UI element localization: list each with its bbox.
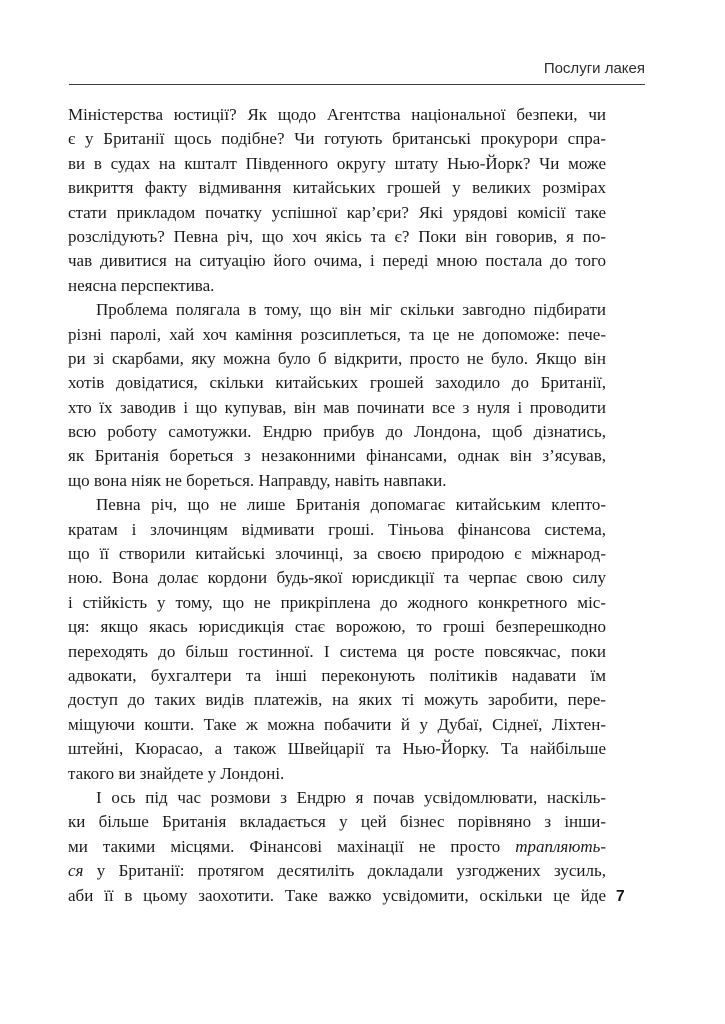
text-line: штейні, Кюрасао, а також Швейцарії та Нью-Йорку. Та найбільше [68, 739, 606, 759]
text-line: міщуючи кошти. Таке ж можна побачити й у Дубаї, Сіднеї, Ліхтен- [68, 714, 606, 734]
paragraph [68, 493, 606, 786]
text-line: викриття факту відмивання китайських грошей у великих розмірах [68, 178, 606, 198]
text-line: що вона ніяк не бореться. Направду, навіть навпаки. [68, 470, 447, 490]
text-line: ки більше Британія вкладається у цей бізнес порівняно з інши- [68, 812, 606, 832]
text-line: ця: якщо якась юрисдикція стає ворожою, то гроші безперешкодно [68, 617, 606, 637]
text-line: і стійкість у тому, що не прикріплена до жодного конкретного міс- [68, 592, 606, 612]
text-line: хотів довідатися, скільки китайських грошей заходило до Британії, [68, 373, 606, 393]
paragraph [68, 298, 606, 493]
running-header: Послуги лакея [543, 60, 645, 77]
text-line: ви в судах на кшталт Південного округу штату Нью-Йорк? Чи може [68, 153, 606, 173]
text-line: як Британія бореться з незаконними фінансами, однак він з’ясував, [68, 446, 606, 466]
text-line: такого ви знайдете у Лондоні. [68, 763, 285, 783]
text-line: ною. Вона долає кордони будь-якої юрисдикції та черпає свою силу [68, 568, 606, 588]
text-line: ми такими місцями. Фінансові махінації не просто трапляють- [68, 836, 606, 856]
text-line: розслідують? Певна річ, що хоч якісь та є? Поки він говорив, я по- [68, 226, 606, 246]
text-line: переходять до більш гостинної. І система ця росте повсякчас, поки [68, 641, 606, 661]
text-line: стати прикладом початку успішної кар’єри? Які урядові комісії таке [68, 202, 606, 222]
text-line: неясна перспектива. [68, 275, 215, 295]
text-line: ся у Британії: протягом десятиліть докладали узгоджених зусиль, [68, 861, 606, 881]
text-line: аби її в цьому заохотити. Таке важко усвідомити, оскільки це йде [68, 885, 606, 905]
text-line: І ось під час розмови з Ендрю я почав усвідомлювати, наскіль- [96, 787, 606, 807]
paragraph [68, 786, 606, 908]
text-line: адвокати, бухгалтери та інші переконують політиків надавати їм [68, 665, 606, 685]
body-text [68, 103, 606, 908]
text-line: Певна річ, що не лише Британія допомагає китайським клепто- [96, 495, 606, 515]
header-rule [69, 84, 645, 85]
text-line: різні паролі, хай хоч каміння розсиплеться, та це не допоможе: пече- [68, 324, 606, 344]
text-line: кратам і злочинцям відмивати гроші. Тіньова фінансова система, [68, 519, 606, 539]
text-line: що її створили китайські злочинці, за своєю природою є міжнарод- [68, 544, 606, 564]
text-line: доступ до таких видів платежів, на яких ті можуть заробити, пере- [68, 690, 606, 710]
text-line: ри зі скарбами, яку можна було б відкрити, просто не було. Якщо він [68, 348, 606, 368]
text-line: хто їх заводив і що купував, він мав починати все з нуля і проводити [68, 397, 606, 417]
page-number: 7 [616, 888, 625, 905]
text-line: чав дивитися на ситуацію його очима, і переді мною постала до того [68, 251, 606, 271]
text-line: є у Британії щось подібне? Чи готують британські прокурори спра- [68, 129, 606, 149]
text-line: Проблема полягала в тому, що він міг скільки завгодно підбирати [96, 300, 606, 320]
paragraph [68, 103, 606, 298]
text-line: всю роботу самотужки. Ендрю прибув до Лондона, щоб дізнатись, [68, 422, 606, 442]
text-line: Міністерства юстиції? Як щодо Агентства національної безпеки, чи [68, 105, 606, 124]
